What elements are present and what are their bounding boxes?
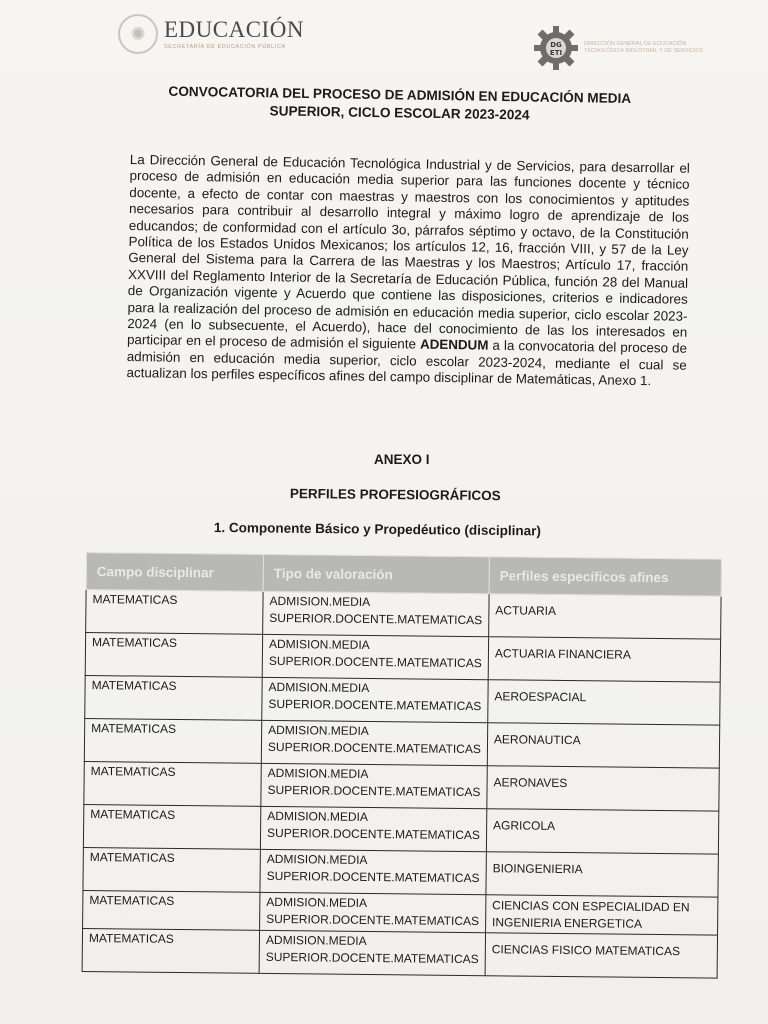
cell-tipo <box>262 634 488 679</box>
cell-tipo-line-2: SUPERIOR.DOCENTE.MATEMATICAS <box>267 739 481 757</box>
document-title <box>119 82 679 127</box>
table-body <box>82 590 721 979</box>
cell-perfil: CIENCIAS FISICO MATEMATICAS <box>485 933 718 978</box>
table-row <box>83 890 718 935</box>
annex-heading: ANEXO I <box>374 452 430 467</box>
cell-tipo-line-2: SUPERIOR.DOCENTE.MATEMATICAS <box>266 911 480 929</box>
cell-tipo-line-1: ADMISION.MEDIA <box>267 765 369 781</box>
sep-logo <box>118 14 304 54</box>
cell-tipo <box>263 591 489 636</box>
dgeti-logo-text: DIRECCIÓN GENERAL DE EDUCACIÓN TECNOLÓGICA INDUSTRIAL Y DE SERVICIOS <box>584 41 704 54</box>
cell-tipo <box>260 892 486 932</box>
cell-perfil: ACTUARIA <box>489 594 722 639</box>
cell-tipo <box>260 806 486 851</box>
cell-perfil: AERONAVES <box>487 766 720 811</box>
table-row <box>82 928 717 978</box>
cell-perfil: ACTUARIA FINANCIERA <box>488 637 721 682</box>
header-perfiles: Perfiles específicos afines <box>489 557 721 596</box>
perfiles-heading: PERFILES PROFESIOGRÁFICOS <box>289 486 501 504</box>
cell-tipo-line-2: SUPERIOR.DOCENTE.MATEMATICAS <box>269 610 483 628</box>
cell-campo: MATEMATICAS <box>85 633 262 678</box>
cell-tipo-line-1: ADMISION.MEDIA <box>266 894 368 910</box>
cell-tipo-line-2: SUPERIOR.DOCENTE.MATEMATICAS <box>267 782 481 800</box>
table-row <box>83 847 718 897</box>
cell-perfil: CIENCIAS CON ESPECIALIDAD EN INGENIERIA ENERGETICA <box>485 895 717 935</box>
cell-tipo-line-2: SUPERIOR.DOCENTE.MATEMATICAS <box>268 696 482 714</box>
cell-tipo-line-2: SUPERIOR.DOCENTE.MATEMATICAS <box>268 653 482 671</box>
header-tipo: Tipo de valoración <box>263 554 489 593</box>
body-paragraph <box>126 152 690 390</box>
cell-tipo-line-2: SUPERIOR.DOCENTE.MATEMATICAS <box>266 825 481 843</box>
cell-tipo-line-1: ADMISION.MEDIA <box>268 636 370 652</box>
brand-subtitle: SECRETARÍA DE EDUCACIÓN PÚBLICA <box>164 44 286 50</box>
cell-campo: MATEMATICAS <box>84 761 261 806</box>
cell-tipo <box>259 930 485 975</box>
dgeti-logo <box>534 26 714 70</box>
cell-perfil: AERONAUTICA <box>487 723 720 768</box>
paragraph-text-2: a la convocatoria del proceso de admisión en educación media superior, ciclo escolar 2023-2024, mediante el cual se actualizan los perfiles específicos afines del campo disciplinar de Matemáticas, Anexo 1. <box>126 338 688 389</box>
cell-tipo <box>261 763 487 808</box>
table-row <box>85 675 720 725</box>
cell-tipo-line-2: SUPERIOR.DOCENTE.MATEMATICAS <box>265 949 479 967</box>
cell-tipo <box>261 720 487 765</box>
svg-text:DG: DG <box>550 41 562 49</box>
profiles-table <box>82 552 722 979</box>
addendum-bold: ADENDUM <box>419 337 489 354</box>
cell-tipo-line-2: SUPERIOR.DOCENTE.MATEMATICAS <box>266 868 480 886</box>
cell-tipo-line-1: ADMISION.MEDIA <box>266 851 368 867</box>
header-campo: Campo disciplinar <box>86 553 263 592</box>
cell-perfil: AEROESPACIAL <box>488 680 721 725</box>
svg-text:ETI: ETI <box>549 49 563 57</box>
cell-tipo-line-1: ADMISION.MEDIA <box>269 593 371 609</box>
gear-logo-icon <box>534 26 578 70</box>
paragraph-text-1: La Dirección General de Educación Tecnológica Industrial y de Servicios, para desarrollar el proceso de admisión en educación media superior para las funciones docente y técnico docente, a efecto de contar con maestras y maestros con los conocimientos y aptitudes necesarios para contribuir al desarrollo integral y máximo logro de aprendizaje de los educandos; de conformidad con el artículo 3o, párrafos séptimo y octavo, de la Constitución Política de los Estados Unidos Mexicanos; los artículos 12, 16, fracción VIII, y 57 de la Ley General del Sistema para la Carrera de las Maestras y los Maestros; Artículo 17, fracción XXVIII del Reglamento Interior de la Secretaría de Educación Pública, función 28 del Manual de Organización vigente y Acuerdo que contiene las disposiciones, criterios e indicadores para la realización del proceso de admisión en educación media superior, ciclo escolar 2023-2024 (en lo subsecuente, el Acuerdo), hace del conocimiento de las los interesados en participar en el proceso de admisión el siguiente <box>126 152 690 353</box>
cell-campo: MATEMATICAS <box>83 804 260 849</box>
national-seal-icon: ✺ <box>118 14 158 54</box>
cell-campo: MATEMATICAS <box>85 675 262 720</box>
table-row <box>86 590 721 640</box>
cell-tipo <box>262 677 488 722</box>
cell-campo: MATEMATICAS <box>86 590 263 635</box>
cell-campo: MATEMATICAS <box>83 847 260 892</box>
cell-tipo-line-1: ADMISION.MEDIA <box>267 808 369 824</box>
cell-perfil: AGRICOLA <box>486 809 719 854</box>
cell-campo: MATEMATICAS <box>83 890 260 930</box>
cell-perfil: BIOINGENIERIA <box>486 852 719 897</box>
cell-campo: MATEMATICAS <box>82 928 259 973</box>
title-line-2: SUPERIOR, CICLO ESCOLAR 2023-2024 <box>269 103 530 123</box>
cell-tipo-line-1: ADMISION.MEDIA <box>268 679 370 695</box>
table-row <box>84 761 719 811</box>
brand-title: EDUCACIÓN <box>164 17 304 42</box>
component-heading: 1. Componente Básico y Propedéutico (disciplinar) <box>213 520 542 539</box>
cell-tipo-line-1: ADMISION.MEDIA <box>265 932 367 948</box>
cell-tipo-line-1: ADMISION.MEDIA <box>268 722 369 738</box>
cell-tipo <box>260 849 486 894</box>
cell-campo: MATEMATICAS <box>84 718 261 763</box>
table-row <box>84 718 719 768</box>
table-row <box>85 633 720 683</box>
title-line-1: CONVOCATORIA DEL PROCESO DE ADMISIÓN EN EDUCACIÓN MEDIA <box>168 83 632 107</box>
table-row <box>83 804 718 854</box>
